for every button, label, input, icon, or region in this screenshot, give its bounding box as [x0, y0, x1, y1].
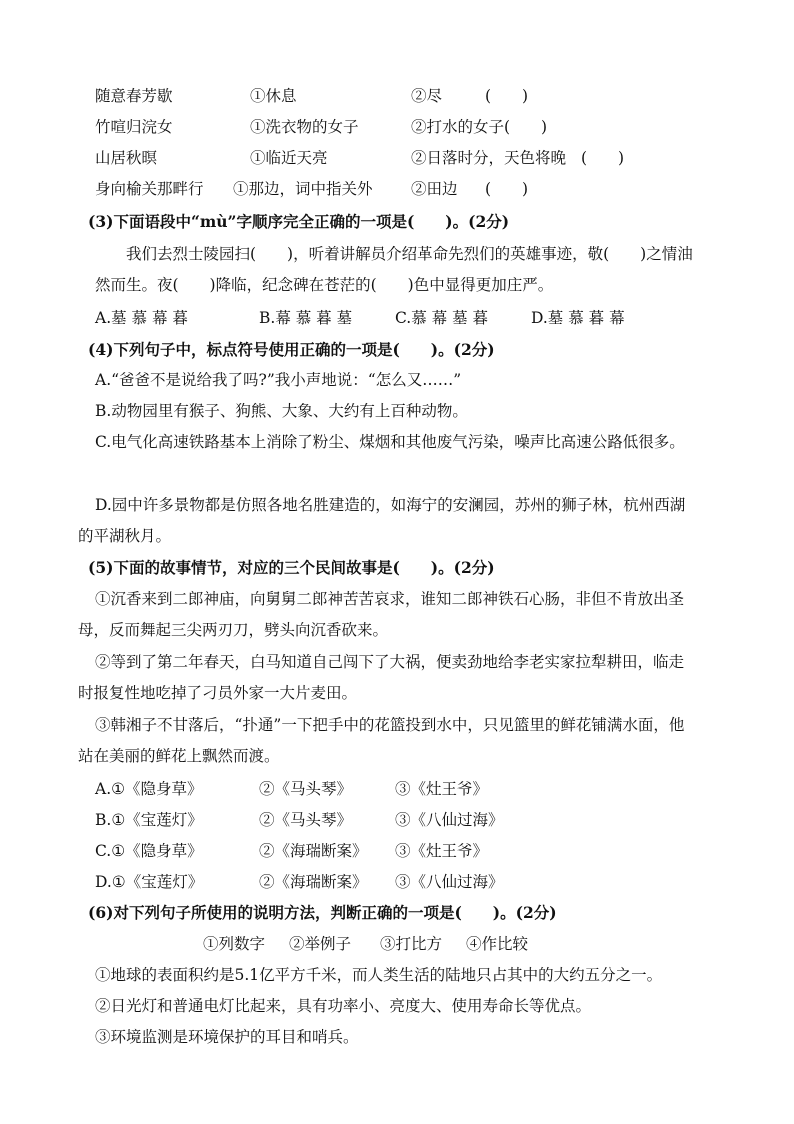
option-c-story-2: ②《海瑞断案》 — [259, 842, 368, 860]
vocab-option-2: ②打水的女子( ) — [411, 118, 548, 136]
question-6-sentence-3: ③环境监测是环境保护的耳目和哨兵。 — [95, 1028, 359, 1046]
vocab-option-1: ①临近天亮 — [250, 149, 328, 167]
option-d: D.墓 慕 暮 幕 — [531, 309, 625, 327]
question-3-passage: 我们去烈士陵园扫( )，听着讲解员介绍革命先烈们的英雄事迹，敬( )之情油然而生。夜( )降临，纪念碑在苍茫的( )色中显得更加庄严。 — [95, 245, 693, 294]
option-a-story-3: ③《灶王爷》 — [395, 780, 489, 798]
method-2: ②举例子 — [289, 935, 352, 953]
question-4-option-d: D.园中许多景物都是仿照各地名胜建造的，如海宁的安澜园，苏州的狮子林，杭州西湖的平湖秋月。 — [78, 496, 686, 545]
question-5-plot-3: ③韩湘子不甘落后，“扑通”一下把手中的花篮投到水中，只见篮里的鲜花铺满水面，他站在美丽的鲜花上飘然而渡。 — [78, 716, 685, 765]
option-b-story-2: ②《马头琴》 — [259, 811, 353, 829]
option-c: C.慕 幕 墓 暮 — [395, 309, 489, 327]
option-d-story-1: D.①《宝莲灯》 — [95, 873, 204, 891]
vocab-word: 身向榆关那畔行 — [95, 180, 204, 198]
question-6-title: (6)对下列句子所使用的说明方法，判断正确的一项是( )。(2分) — [88, 903, 557, 922]
method-4: ④作比较 — [466, 935, 529, 953]
option-a-story-1: A.①《隐身草》 — [95, 780, 203, 798]
vocab-option-1: ①那边，词中指关外 — [233, 180, 373, 198]
answer-blank: ( ) — [485, 180, 529, 198]
option-c-story-3: ③《灶王爷》 — [395, 842, 489, 860]
vocab-option-2: ②尽 — [411, 87, 443, 105]
question-4-title: (4)下列句子中，标点符号使用正确的一项是( )。(2分) — [88, 340, 495, 359]
option-d-story-3: ③《八仙过海》 — [395, 873, 504, 891]
vocab-option-2: ②日落时分，天色将晚 — [411, 149, 567, 167]
answer-blank: ( ) — [581, 149, 625, 167]
question-5-title: (5)下面的故事情节，对应的三个民间故事是( )。(2分) — [88, 558, 495, 577]
vocab-option-1: ①洗衣物的女子 — [250, 118, 359, 136]
option-b-story-3: ③《八仙过海》 — [395, 811, 504, 829]
question-5-plot-2: ②等到了第二年春天，白马知道自己闯下了大祸，便卖劲地给李老实家拉犁耕田，临走时报复性地吃掉了刁员外家一大片麦田。 — [78, 653, 685, 702]
vocab-word: 随意春芳歇 — [95, 87, 173, 105]
option-b-story-1: B.①《宝莲灯》 — [95, 811, 203, 829]
option-a-story-2: ②《马头琴》 — [259, 780, 353, 798]
option-d-story-2: ②《海瑞断案》 — [259, 873, 368, 891]
answer-blank: ( ) — [485, 87, 529, 105]
question-3-title: (3)下面语段中“mù”字顺序完全正确的一项是( )。(2分) — [88, 212, 510, 231]
question-5-plot-1: ①沉香来到二郎神庙，向舅舅二郎神苦苦哀求，谁知二郎神铁石心肠，非但不肯放出圣母，反而舞起三尖两刃刀，劈头向沉香砍来。 — [78, 590, 685, 639]
vocab-option-2: ②田边 — [411, 180, 458, 198]
question-4-option-c: C.电气化高速铁路基本上消除了粉尘、煤烟和其他废气污染，噪声比高速公路低很多。 — [95, 433, 685, 451]
method-3: ③打比方 — [380, 935, 443, 953]
option-b: B.幕 慕 暮 墓 — [259, 309, 353, 327]
vocab-word: 山居秋暝 — [95, 149, 158, 167]
option-c-story-1: C.①《隐身草》 — [95, 842, 203, 860]
question-6-sentence-2: ②日光灯和普通电灯比起来，具有功率小、亮度大、使用寿命长等优点。 — [95, 997, 592, 1015]
question-6-sentence-1: ①地球的表面积约是5.1亿平方千米，而人类生活的陆地只占其中的大约五分之一。 — [95, 966, 663, 984]
question-4-option-a: A.“爸爸不是说给我了吗?”我小声地说：“怎么又……” — [95, 371, 462, 389]
vocab-option-1: ①休息 — [250, 87, 297, 105]
vocab-word: 竹喧归浣女 — [95, 118, 173, 136]
question-4-option-b: B.动物园里有猴子、狗熊、大象、大约有上百种动物。 — [95, 402, 468, 420]
method-1: ①列数字 — [203, 935, 266, 953]
option-a: A.墓 慕 幕 暮 — [95, 309, 188, 327]
